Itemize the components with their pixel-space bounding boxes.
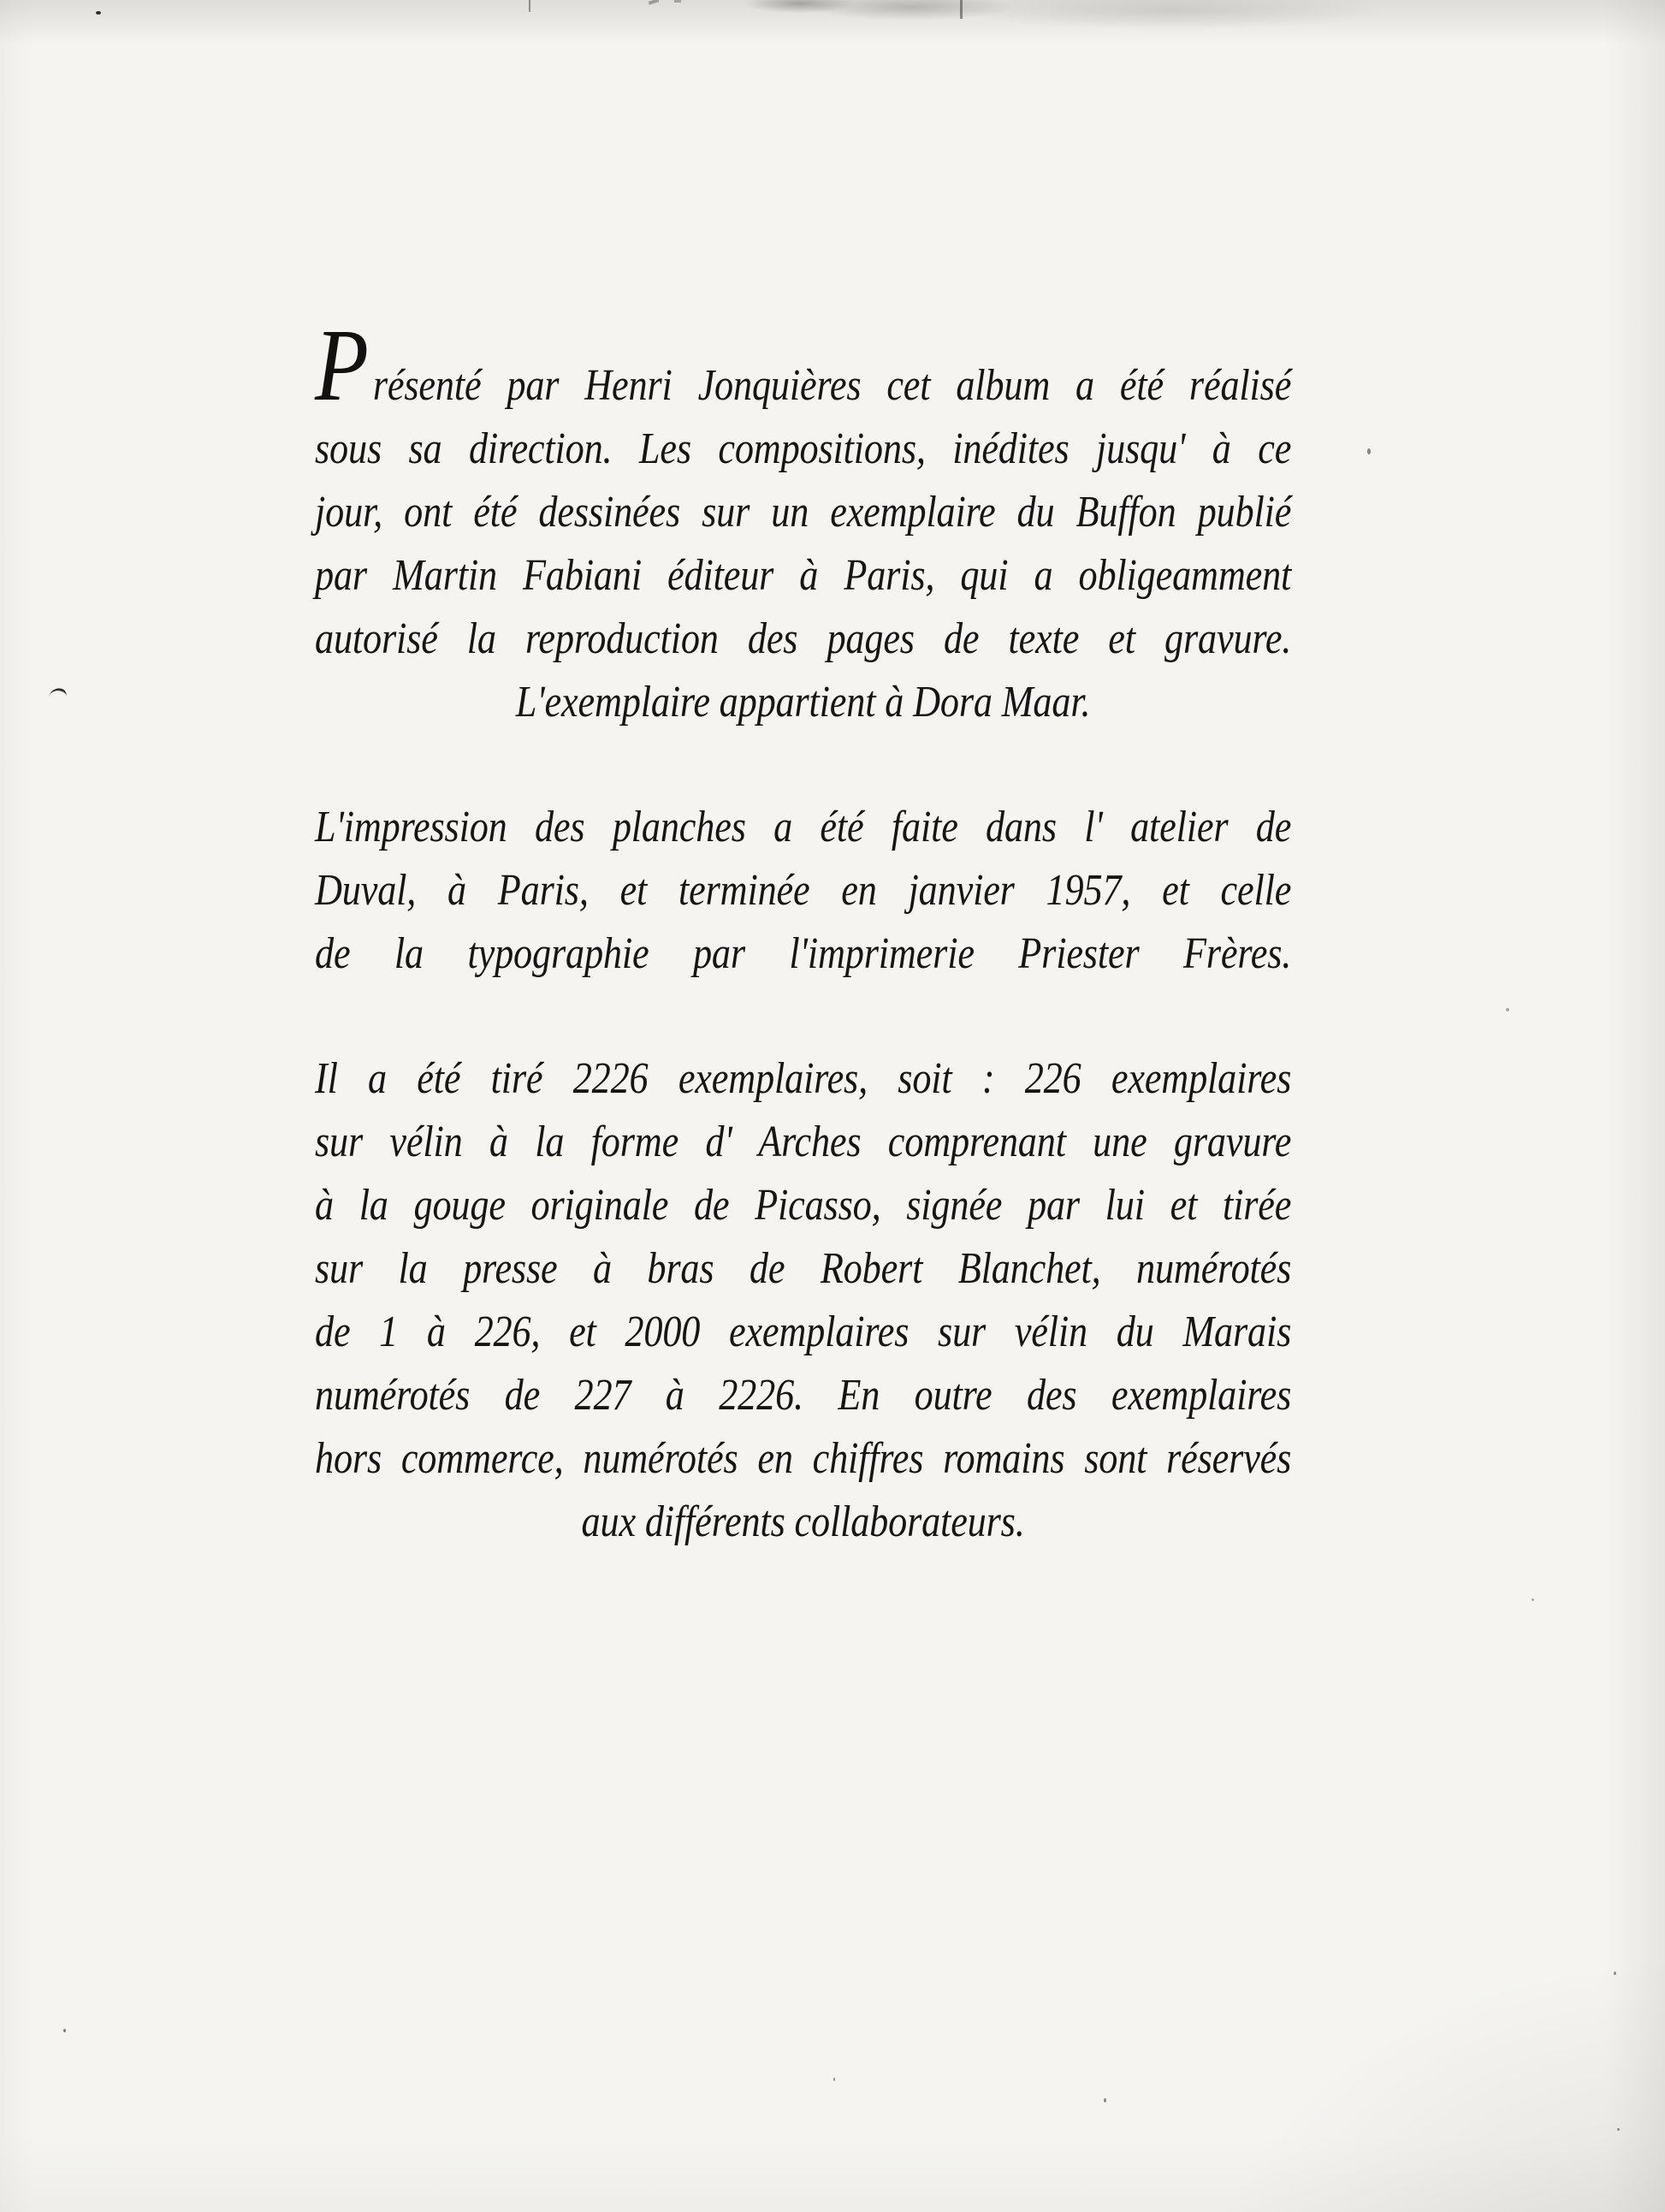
text-line: Présenté par Henri Jonquières cet album a été réalisé (315, 308, 1292, 423)
text-line: L'impression des planches a été faite dans l' atelier de (315, 803, 1292, 851)
text-line-content: résenté par Henri Jonquières cet album a été réalisé (372, 361, 1292, 410)
text-line: de 1 à 226, et 2000 exemplaires sur vélin du Marais (315, 1308, 1292, 1356)
text-line: aux différents collaborateurs. (581, 1497, 1025, 1546)
scan-mark (960, 0, 963, 19)
text-line: L'exemplaire appartient à Dora Maar. (515, 678, 1091, 726)
scan-speck (1104, 2098, 1106, 2102)
scan-speck (833, 2078, 835, 2081)
scan-mark (529, 0, 530, 12)
text-line: sur la presse à bras de Robert Blanchet, numérotés (315, 1244, 1292, 1293)
scan-speck (1506, 1008, 1509, 1011)
text-line: hors commerce, numérotés en chiffres romains sont réservés (315, 1434, 1292, 1483)
scan-mark (674, 0, 681, 3)
text-line: Duval, à Paris, et terminée en janvier 1957, et celle (315, 866, 1292, 915)
scan-speck (96, 11, 101, 15)
scan-speck (1532, 1598, 1534, 1601)
text-line: autorisé la reproduction des pages de texte et gravure. (315, 614, 1292, 663)
text-line: Il a été tiré 2226 exemplaires, soit : 226 exemplaires (315, 1054, 1292, 1103)
scan-speck (1614, 1972, 1616, 1975)
colophon-text-block (315, 308, 1462, 1554)
text-line: par Martin Fabiani éditeur à Paris, qui a obligeamment (315, 551, 1292, 600)
scan-speck (1617, 2128, 1620, 2131)
text-line: à la gouge originale de Picasso, signée par lui et tirée (315, 1181, 1292, 1230)
paragraph-impression (315, 796, 1291, 986)
scan-mark (649, 0, 660, 5)
text-line: numérotés de 227 à 2226. En outre des exemplaires (315, 1371, 1292, 1420)
text-line: sous sa direction. Les compositions, inédites jusqu' à ce (315, 424, 1292, 473)
text-line: sur vélin à la forme d' Arches comprenant une gravure (315, 1118, 1292, 1166)
paragraph-tirage (315, 1047, 1291, 1554)
text-line: de la typographie par l'imprimerie Priester Frères. (315, 929, 1292, 978)
scan-tilde-mark (49, 686, 68, 701)
paragraph-presentation (315, 308, 1292, 734)
scan-speck (63, 2029, 66, 2032)
text-line: jour, ont été dessinées sur un exemplaire du Buffon publié (315, 488, 1292, 537)
